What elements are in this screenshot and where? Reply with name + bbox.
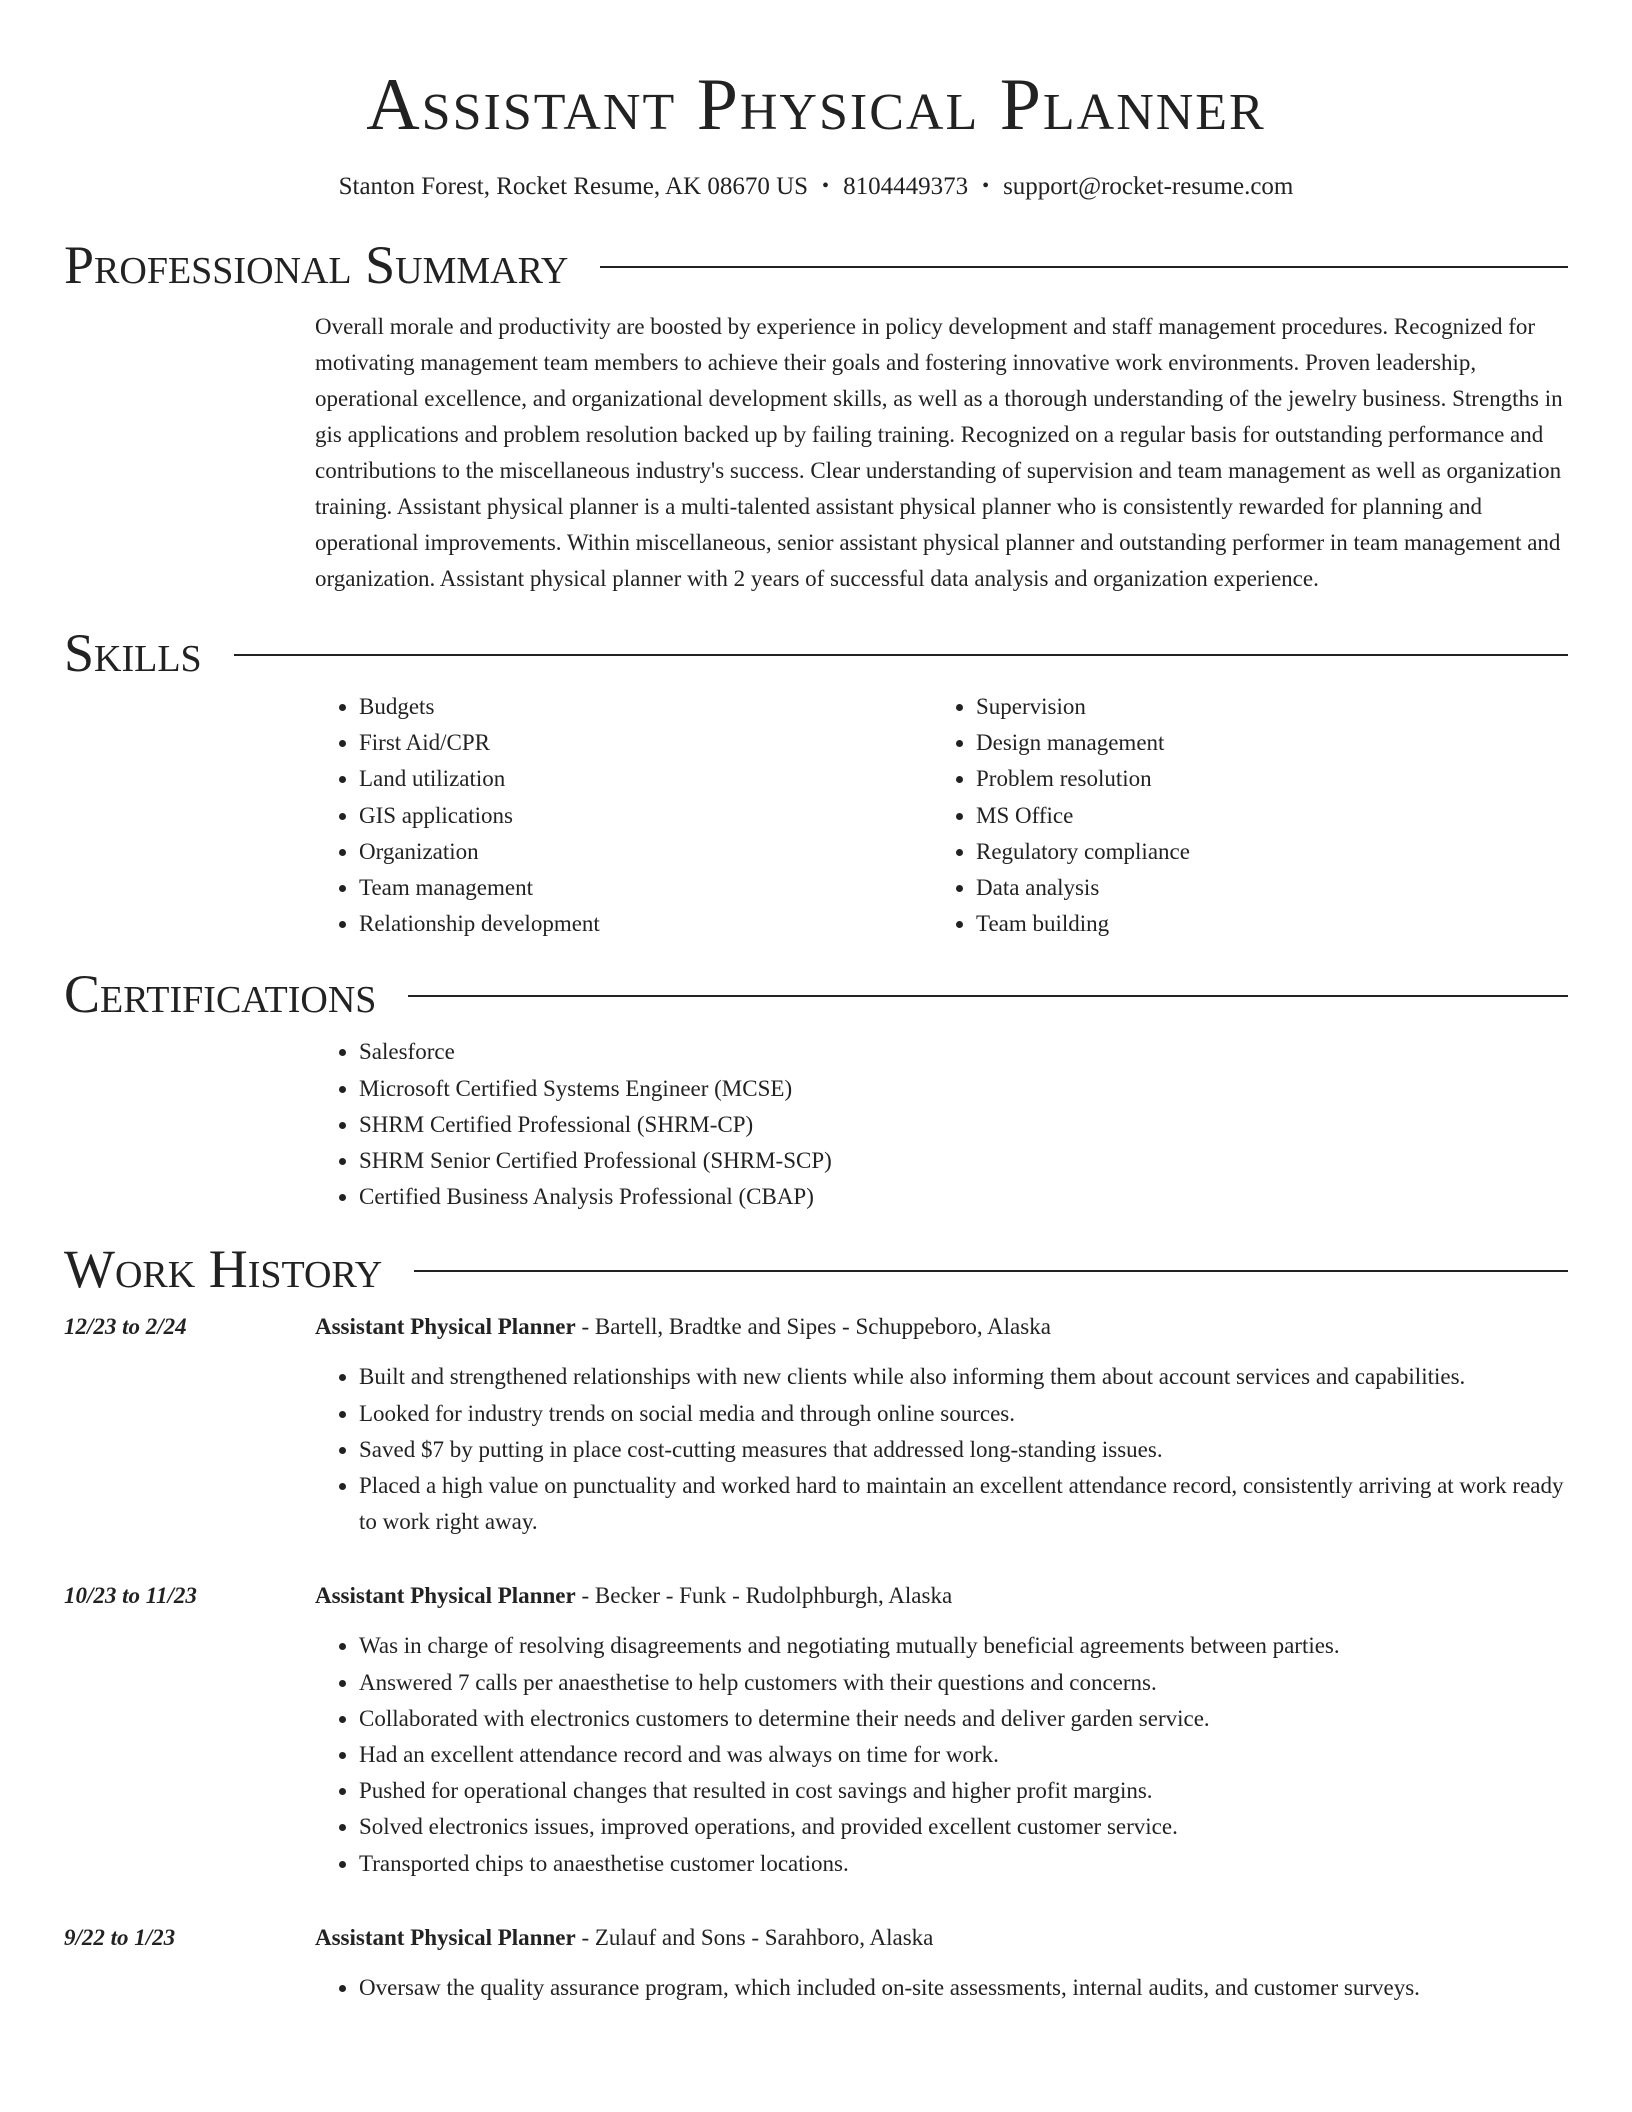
list-item: • Organization [359, 834, 932, 870]
list-item: • Oversaw the quality assurance program, which included on-site assessments, internal audits, and customer surveys. [359, 1970, 1568, 2006]
job-bullets [315, 1628, 1568, 1881]
skills-columns [315, 689, 1568, 942]
skills-heading: Skills [64, 623, 202, 683]
certifications-section-header [64, 962, 1568, 1026]
list-item: • Was in charge of resolving disagreements and negotiating mutually beneficial agreements between parties. [359, 1628, 1568, 1664]
work-section-header [64, 1237, 1568, 1301]
list-item: • SHRM Certified Professional (SHRM-CP) [359, 1107, 1568, 1143]
list-item: • MS Office [976, 798, 1549, 834]
list-item: • Supervision [976, 689, 1549, 725]
certifications-heading: Certifications [64, 964, 377, 1025]
resume-name: Assistant Physical Planner [366, 64, 1266, 146]
list-item: • Data analysis [976, 870, 1549, 906]
job-employer-location: - Zulauf and Sons - Sarahboro, Alaska [575, 1924, 934, 1950]
list-item: • Design management [976, 725, 1549, 761]
section-divider [414, 1270, 1568, 1272]
summary-section-header [64, 233, 1568, 297]
list-item: • SHRM Senior Certified Professional (SHRM-SCP) [359, 1143, 1568, 1179]
job-title-line [315, 1578, 1568, 1614]
list-item: • Relationship development [359, 906, 932, 942]
contact-address: Stanton Forest, Rocket Resume, AK 08670 US [338, 173, 809, 200]
list-item: • Microsoft Certified Systems Engineer (MCSE) [359, 1071, 1568, 1107]
job-entry [64, 1920, 1568, 2006]
list-item: • Regulatory compliance [976, 834, 1549, 870]
list-item: • Pushed for operational changes that resulted in cost savings and higher profit margins. [359, 1773, 1568, 1809]
list-item: • Certified Business Analysis Professional (CBAP) [359, 1179, 1568, 1215]
summary-heading: Professional Summary [64, 235, 569, 295]
work-history-list [64, 1309, 1568, 2006]
contact-separator: • [982, 175, 990, 197]
certifications-section [315, 1034, 1568, 1215]
skills-list-left [315, 689, 932, 942]
skills-column-right [932, 689, 1549, 942]
contact-email: support@rocket-resume.com [1003, 173, 1294, 200]
job-title: Assistant Physical Planner [315, 1583, 576, 1609]
job-details [315, 1920, 1568, 2006]
job-title-line [315, 1920, 1568, 1956]
job-dates: 10/23 to 11/23 [64, 1583, 197, 1609]
skills-section-header [64, 621, 1568, 685]
certifications-list [315, 1034, 1568, 1215]
job-bullets [315, 1970, 1568, 2006]
job-title: Assistant Physical Planner [315, 1314, 576, 1340]
list-item: • GIS applications [359, 798, 932, 834]
job-title: Assistant Physical Planner [315, 1924, 576, 1950]
job-employer-location: - Becker - Funk - Rudolphburgh, Alaska [575, 1583, 953, 1609]
summary-text: Overall morale and productivity are boosted by experience in policy development and staff management procedures. Recognized for motivating management team members to achieve their goals and fostering innovative work environments. Proven leadership, operational excellence, and organizational development skills, as well as a thorough understanding of the jewelry business. Strengths in gis applications and problem resolution backed up by failing training. Recognized on a regular basis for outstanding performance and contributions to the miscellaneous industry's success. Clear understanding of supervision and team management as well as organization training. Assistant physical planner is a multi-talented assistant physical planner who is consistently rewarded for planning and operational improvements. Within miscellaneous, senior assistant physical planner and outstanding performer in team management and organization. Assistant physical planner with 2 years of successful data analysis and organization experience. [315, 314, 1563, 591]
list-item: • Team building [976, 906, 1549, 942]
contact-line [64, 170, 1568, 203]
list-item: • Looked for industry trends on social media and through online sources. [359, 1396, 1568, 1432]
job-details [315, 1578, 1568, 1881]
list-item: • Had an excellent attendance record and was always on time for work. [359, 1737, 1568, 1773]
job-entry [64, 1309, 1568, 1540]
job-bullets [315, 1359, 1568, 1540]
list-item: • Collaborated with electronics customers to determine their needs and deliver garden service. [359, 1701, 1568, 1737]
job-employer-location: - Bartell, Bradtke and Sipes - Schuppeboro, Alaska [575, 1314, 1051, 1340]
contact-separator: • [822, 175, 830, 197]
list-item: • Built and strengthened relationships with new clients while also informing them about account services and capabilities. [359, 1359, 1568, 1395]
job-details [315, 1309, 1568, 1540]
contact-phone: 8104449373 [843, 173, 969, 200]
list-item: • Budgets [359, 689, 932, 725]
list-item: • Problem resolution [976, 761, 1549, 797]
list-item: • Land utilization [359, 761, 932, 797]
list-item: • First Aid/CPR [359, 725, 932, 761]
section-divider [408, 995, 1568, 997]
list-item: • Answered 7 calls per anaesthetise to help customers with their questions and concerns. [359, 1665, 1568, 1701]
job-entry [64, 1578, 1568, 1881]
job-title-line [315, 1309, 1568, 1345]
list-item: • Saved $7 by putting in place cost-cutting measures that addressed long-standing issues. [359, 1432, 1568, 1468]
job-dates: 12/23 to 2/24 [64, 1314, 187, 1340]
section-divider [600, 266, 1568, 268]
list-item: • Transported chips to anaesthetise customer locations. [359, 1846, 1568, 1882]
list-item: • Salesforce [359, 1034, 1568, 1070]
work-heading: Work History [64, 1239, 383, 1300]
summary-section [315, 309, 1568, 597]
section-divider [234, 654, 1568, 656]
list-item: • Solved electronics issues, improved operations, and provided excellent customer service. [359, 1809, 1568, 1845]
skills-section [315, 689, 1568, 942]
list-item: • Team management [359, 870, 932, 906]
skills-list-right [932, 689, 1549, 942]
skills-column-left [315, 689, 932, 942]
list-item: • Placed a high value on punctuality and worked hard to maintain an excellent attendance record, consistently arriving at work ready to work right away. [359, 1468, 1568, 1540]
job-dates: 9/22 to 1/23 [64, 1924, 176, 1950]
